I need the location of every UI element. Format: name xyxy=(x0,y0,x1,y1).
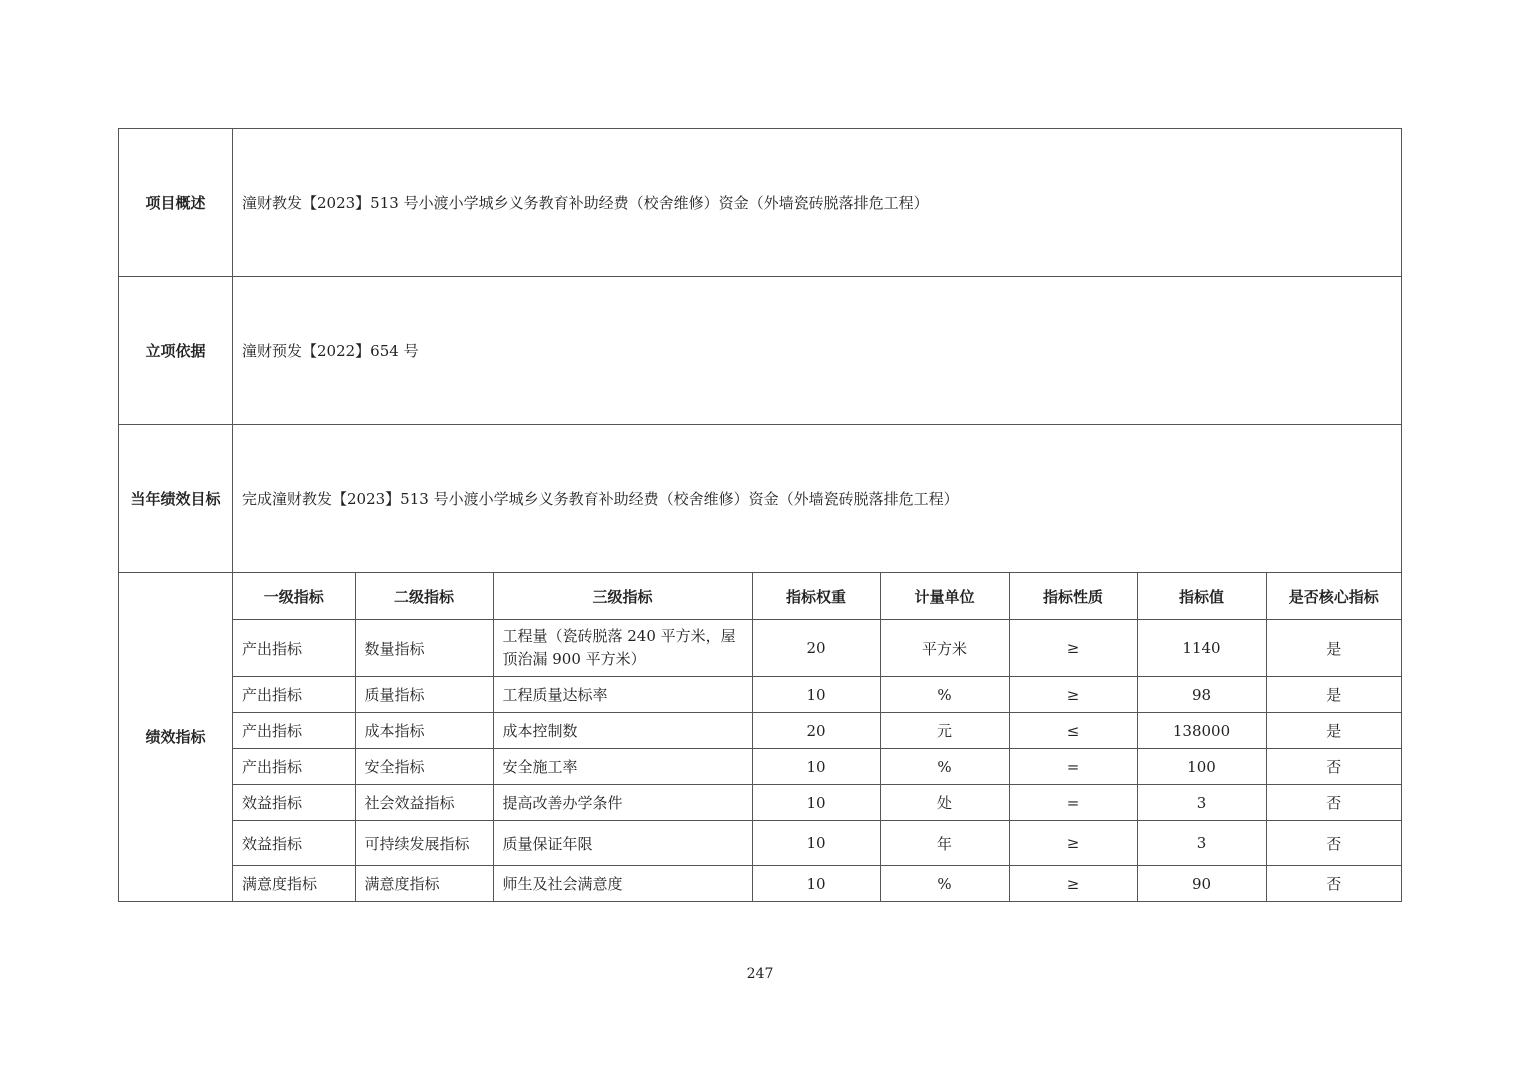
table-row xyxy=(233,821,1401,866)
cell-core: 是 xyxy=(1266,620,1401,677)
overview-row xyxy=(119,129,1402,277)
cell-value: 100 xyxy=(1137,749,1266,785)
cell-value: 3 xyxy=(1137,785,1266,821)
cell-level1: 效益指标 xyxy=(233,821,355,866)
header-value: 指标值 xyxy=(1137,573,1266,620)
overview-text: 潼财教发【2023】513 号小渡小学城乡义务教育补助经费（校舍维修）资金（外墙瓷砖脱落排危工程） xyxy=(233,129,1402,277)
header-unit: 计量单位 xyxy=(880,573,1009,620)
cell-level1: 满意度指标 xyxy=(233,866,355,902)
cell-level2: 社会效益指标 xyxy=(355,785,493,821)
cell-nature: = xyxy=(1009,749,1137,785)
cell-core: 否 xyxy=(1266,785,1401,821)
cell-nature: ≥ xyxy=(1009,866,1137,902)
cell-unit: 平方米 xyxy=(880,620,1009,677)
table-row xyxy=(233,785,1401,821)
cell-level2: 满意度指标 xyxy=(355,866,493,902)
cell-unit: % xyxy=(880,749,1009,785)
cell-level2: 可持续发展指标 xyxy=(355,821,493,866)
table-row xyxy=(233,749,1401,785)
cell-level2: 质量指标 xyxy=(355,677,493,713)
cell-weight: 20 xyxy=(752,713,880,749)
cell-weight: 10 xyxy=(752,749,880,785)
cell-unit: % xyxy=(880,866,1009,902)
header-nature: 指标性质 xyxy=(1009,573,1137,620)
cell-level3: 安全施工率 xyxy=(493,749,752,785)
header-core: 是否核心指标 xyxy=(1266,573,1401,620)
cell-level2: 数量指标 xyxy=(355,620,493,677)
basis-row xyxy=(119,277,1402,425)
page-number: 247 xyxy=(746,966,774,982)
table-row xyxy=(233,713,1401,749)
indicator-table xyxy=(233,573,1401,901)
indicators-cell xyxy=(233,573,1402,902)
goal-row xyxy=(119,425,1402,573)
table-row xyxy=(233,866,1401,902)
performance-table xyxy=(118,128,1402,902)
goal-label: 当年绩效目标 xyxy=(119,425,233,573)
cell-level3: 成本控制数 xyxy=(493,713,752,749)
cell-core: 是 xyxy=(1266,713,1401,749)
indicators-label: 绩效指标 xyxy=(119,573,233,902)
cell-unit: 元 xyxy=(880,713,1009,749)
goal-text: 完成潼财教发【2023】513 号小渡小学城乡义务教育补助经费（校舍维修）资金（外墙瓷砖脱落排危工程） xyxy=(233,425,1402,573)
cell-level1: 产出指标 xyxy=(233,713,355,749)
cell-nature: = xyxy=(1009,785,1137,821)
table-row xyxy=(233,677,1401,713)
cell-level1: 产出指标 xyxy=(233,749,355,785)
cell-weight: 10 xyxy=(752,821,880,866)
cell-level1: 产出指标 xyxy=(233,677,355,713)
indicator-header-row xyxy=(233,573,1401,620)
cell-value: 3 xyxy=(1137,821,1266,866)
document-page xyxy=(118,128,1402,902)
cell-weight: 10 xyxy=(752,677,880,713)
cell-level2: 安全指标 xyxy=(355,749,493,785)
cell-level3: 提高改善办学条件 xyxy=(493,785,752,821)
cell-level1: 产出指标 xyxy=(233,620,355,677)
cell-core: 否 xyxy=(1266,821,1401,866)
cell-core: 否 xyxy=(1266,749,1401,785)
header-level2: 二级指标 xyxy=(355,573,493,620)
cell-value: 138000 xyxy=(1137,713,1266,749)
header-level1: 一级指标 xyxy=(233,573,355,620)
cell-core: 是 xyxy=(1266,677,1401,713)
cell-level1: 效益指标 xyxy=(233,785,355,821)
header-level3: 三级指标 xyxy=(493,573,752,620)
cell-value: 90 xyxy=(1137,866,1266,902)
cell-level3: 工程量（瓷砖脱落 240 平方米，屋顶治漏 900 平方米） xyxy=(493,620,752,677)
cell-unit: % xyxy=(880,677,1009,713)
cell-value: 98 xyxy=(1137,677,1266,713)
cell-weight: 20 xyxy=(752,620,880,677)
header-weight: 指标权重 xyxy=(752,573,880,620)
cell-unit: 处 xyxy=(880,785,1009,821)
cell-level3: 师生及社会满意度 xyxy=(493,866,752,902)
cell-level3: 工程质量达标率 xyxy=(493,677,752,713)
basis-text: 潼财预发【2022】654 号 xyxy=(233,277,1402,425)
cell-nature: ≤ xyxy=(1009,713,1137,749)
table-row xyxy=(233,620,1401,677)
cell-core: 否 xyxy=(1266,866,1401,902)
cell-nature: ≥ xyxy=(1009,677,1137,713)
cell-level2: 成本指标 xyxy=(355,713,493,749)
cell-level3: 质量保证年限 xyxy=(493,821,752,866)
cell-weight: 10 xyxy=(752,785,880,821)
overview-label: 项目概述 xyxy=(119,129,233,277)
cell-unit: 年 xyxy=(880,821,1009,866)
cell-nature: ≥ xyxy=(1009,620,1137,677)
cell-value: 1140 xyxy=(1137,620,1266,677)
indicators-row xyxy=(119,573,1402,902)
cell-nature: ≥ xyxy=(1009,821,1137,866)
cell-weight: 10 xyxy=(752,866,880,902)
basis-label: 立项依据 xyxy=(119,277,233,425)
